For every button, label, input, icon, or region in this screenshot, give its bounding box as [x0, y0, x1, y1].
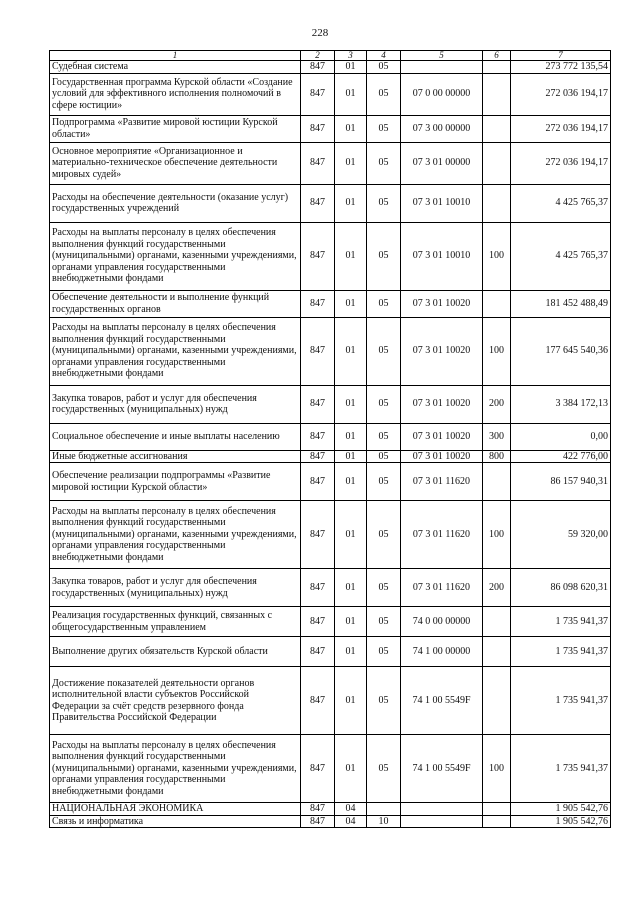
column-header: 1	[50, 51, 301, 61]
cell-section: 01	[335, 317, 367, 385]
cell-section: 01	[335, 184, 367, 222]
cell-code: 847	[301, 115, 335, 142]
cell-section: 01	[335, 385, 367, 423]
cell-amount: 1 905 542,76	[511, 803, 611, 816]
cell-code: 847	[301, 222, 335, 290]
cell-expense-type	[483, 815, 511, 828]
cell-subsection: 05	[367, 142, 401, 184]
cell-subsection: 05	[367, 423, 401, 450]
cell-amount: 1 735 941,37	[511, 637, 611, 667]
table-row	[50, 423, 611, 450]
table-row	[50, 501, 611, 569]
cell-expense-type	[483, 463, 511, 501]
cell-target	[401, 61, 483, 74]
cell-code: 847	[301, 61, 335, 74]
cell-expense-type	[483, 184, 511, 222]
cell-expense-type	[483, 61, 511, 74]
row-name: Выполнение других обязательств Курской области	[50, 637, 301, 667]
column-header: 2	[301, 51, 335, 61]
cell-expense-type	[483, 142, 511, 184]
table-row	[50, 73, 611, 115]
row-name: Закупка товаров, работ и услуг для обеспечения государственных (муниципальных) нужд	[50, 569, 301, 607]
column-header: 5	[401, 51, 483, 61]
cell-amount: 272 036 194,17	[511, 73, 611, 115]
table-row	[50, 317, 611, 385]
table-row	[50, 61, 611, 74]
cell-expense-type: 100	[483, 317, 511, 385]
cell-amount: 86 157 940,31	[511, 463, 611, 501]
cell-subsection: 05	[367, 73, 401, 115]
cell-target: 07 3 01 10010	[401, 184, 483, 222]
cell-subsection: 05	[367, 667, 401, 735]
cell-expense-type: 800	[483, 450, 511, 463]
cell-amount: 3 384 172,13	[511, 385, 611, 423]
row-name: Связь и информатика	[50, 815, 301, 828]
cell-code: 847	[301, 637, 335, 667]
cell-code: 847	[301, 815, 335, 828]
cell-amount: 272 036 194,17	[511, 142, 611, 184]
row-name: Социальное обеспечение и иные выплаты населению	[50, 423, 301, 450]
row-name: Расходы на выплаты персоналу в целях обеспечения выполнения функций государственными (муниципальными) органами, казенными учреждениями, органами управления государственными внебюджетными фондами	[50, 735, 301, 803]
row-name: Достижение показателей деятельности органов исполнительной власти субъектов Российской Федерации за счёт средств резервного фонда Правительства Российской Федерации	[50, 667, 301, 735]
cell-code: 847	[301, 142, 335, 184]
cell-amount: 4 425 765,37	[511, 222, 611, 290]
cell-code: 847	[301, 803, 335, 816]
table-row	[50, 735, 611, 803]
cell-section: 01	[335, 115, 367, 142]
cell-target: 07 0 00 00000	[401, 73, 483, 115]
row-name: Подпрограмма «Развитие мировой юстиции Курской области»	[50, 115, 301, 142]
cell-section: 01	[335, 463, 367, 501]
cell-subsection: 05	[367, 317, 401, 385]
cell-expense-type	[483, 607, 511, 637]
cell-section: 01	[335, 423, 367, 450]
cell-code: 847	[301, 569, 335, 607]
cell-expense-type: 100	[483, 501, 511, 569]
budget-table	[49, 50, 611, 828]
cell-subsection: 05	[367, 61, 401, 74]
row-name: Государственная программа Курской области «Создание условий для эффективного исполнения полномочий в сфере юстиции»	[50, 73, 301, 115]
cell-target	[401, 803, 483, 816]
cell-expense-type	[483, 637, 511, 667]
cell-subsection: 05	[367, 637, 401, 667]
cell-target: 74 1 00 5549F	[401, 667, 483, 735]
cell-amount: 181 452 488,49	[511, 290, 611, 317]
cell-subsection: 05	[367, 735, 401, 803]
row-name: Реализация государственных функций, связанных с общегосударственным управлением	[50, 607, 301, 637]
column-header: 7	[511, 51, 611, 61]
column-header: 4	[367, 51, 401, 61]
table-row	[50, 222, 611, 290]
cell-amount: 4 425 765,37	[511, 184, 611, 222]
cell-amount: 86 098 620,31	[511, 569, 611, 607]
cell-target	[401, 815, 483, 828]
table-row	[50, 637, 611, 667]
cell-expense-type	[483, 290, 511, 317]
cell-section: 01	[335, 222, 367, 290]
cell-amount: 422 776,00	[511, 450, 611, 463]
cell-target: 74 0 00 00000	[401, 607, 483, 637]
cell-amount: 1 735 941,37	[511, 667, 611, 735]
cell-amount: 1 905 542,76	[511, 815, 611, 828]
table-row	[50, 815, 611, 828]
cell-code: 847	[301, 463, 335, 501]
cell-code: 847	[301, 423, 335, 450]
cell-amount: 273 772 135,54	[511, 61, 611, 74]
cell-code: 847	[301, 667, 335, 735]
cell-section: 01	[335, 501, 367, 569]
table-row	[50, 142, 611, 184]
cell-target: 07 3 01 10020	[401, 450, 483, 463]
cell-target: 07 3 01 11620	[401, 569, 483, 607]
cell-section: 04	[335, 815, 367, 828]
cell-subsection: 05	[367, 501, 401, 569]
row-name: Основное мероприятие «Организационное и материально-техническое обеспечение деятельности мировых судей»	[50, 142, 301, 184]
cell-target: 07 3 01 10020	[401, 385, 483, 423]
row-name: Обеспечение деятельности и выполнение функций государственных органов	[50, 290, 301, 317]
cell-expense-type	[483, 115, 511, 142]
table-row	[50, 385, 611, 423]
table-row	[50, 450, 611, 463]
table-row	[50, 667, 611, 735]
cell-subsection: 05	[367, 222, 401, 290]
cell-code: 847	[301, 290, 335, 317]
cell-expense-type: 100	[483, 222, 511, 290]
cell-amount: 1 735 941,37	[511, 735, 611, 803]
cell-section: 01	[335, 637, 367, 667]
cell-section: 01	[335, 61, 367, 74]
cell-subsection: 05	[367, 290, 401, 317]
cell-expense-type	[483, 803, 511, 816]
row-name: НАЦИОНАЛЬНАЯ ЭКОНОМИКА	[50, 803, 301, 816]
cell-expense-type	[483, 73, 511, 115]
cell-amount: 272 036 194,17	[511, 115, 611, 142]
cell-target: 07 3 01 10020	[401, 423, 483, 450]
cell-code: 847	[301, 184, 335, 222]
table-row	[50, 463, 611, 501]
cell-target: 07 3 00 00000	[401, 115, 483, 142]
row-name: Обеспечение реализации подпрограммы «Развитие мировой юстиции Курской области»	[50, 463, 301, 501]
cell-amount: 0,00	[511, 423, 611, 450]
cell-code: 847	[301, 735, 335, 803]
cell-code: 847	[301, 73, 335, 115]
cell-subsection: 05	[367, 569, 401, 607]
cell-section: 01	[335, 290, 367, 317]
table-row	[50, 607, 611, 637]
row-name: Расходы на выплаты персоналу в целях обеспечения выполнения функций государственными (муниципальными) органами, казенными учреждениями, органами управления государственными внебюджетными фондами	[50, 317, 301, 385]
cell-subsection: 05	[367, 450, 401, 463]
cell-section: 01	[335, 73, 367, 115]
table-row	[50, 569, 611, 607]
cell-target: 07 3 01 10020	[401, 290, 483, 317]
cell-target: 74 1 00 5549F	[401, 735, 483, 803]
cell-subsection: 10	[367, 815, 401, 828]
column-header: 6	[483, 51, 511, 61]
cell-target: 07 3 01 00000	[401, 142, 483, 184]
cell-code: 847	[301, 450, 335, 463]
row-name: Иные бюджетные ассигнования	[50, 450, 301, 463]
cell-subsection: 05	[367, 607, 401, 637]
table-row	[50, 184, 611, 222]
cell-section: 01	[335, 142, 367, 184]
cell-expense-type	[483, 667, 511, 735]
cell-expense-type: 300	[483, 423, 511, 450]
cell-code: 847	[301, 607, 335, 637]
cell-amount: 1 735 941,37	[511, 607, 611, 637]
row-name: Судебная система	[50, 61, 301, 74]
page-number: 228	[311, 27, 329, 39]
cell-subsection: 05	[367, 115, 401, 142]
table-row	[50, 290, 611, 317]
cell-amount: 59 320,00	[511, 501, 611, 569]
row-name: Расходы на обеспечение деятельности (оказание услуг) государственных учреждений	[50, 184, 301, 222]
cell-target: 07 3 01 10020	[401, 317, 483, 385]
cell-section: 01	[335, 607, 367, 637]
row-name: Расходы на выплаты персоналу в целях обеспечения выполнения функций государственными (муниципальными) органами, казенными учреждениями, органами управления государственными внебюджетными фондами	[50, 222, 301, 290]
cell-section: 01	[335, 735, 367, 803]
cell-section: 04	[335, 803, 367, 816]
cell-target: 74 1 00 00000	[401, 637, 483, 667]
cell-code: 847	[301, 385, 335, 423]
table-row	[50, 803, 611, 816]
cell-target: 07 3 01 11620	[401, 501, 483, 569]
table-row	[50, 115, 611, 142]
row-name: Закупка товаров, работ и услуг для обеспечения государственных (муниципальных) нужд	[50, 385, 301, 423]
column-number-row	[50, 51, 611, 61]
cell-section: 01	[335, 450, 367, 463]
cell-target: 07 3 01 10010	[401, 222, 483, 290]
cell-target: 07 3 01 11620	[401, 463, 483, 501]
cell-section: 01	[335, 667, 367, 735]
cell-expense-type: 200	[483, 569, 511, 607]
cell-expense-type: 100	[483, 735, 511, 803]
cell-code: 847	[301, 317, 335, 385]
cell-expense-type: 200	[483, 385, 511, 423]
cell-subsection: 05	[367, 463, 401, 501]
cell-code: 847	[301, 501, 335, 569]
row-name: Расходы на выплаты персоналу в целях обеспечения выполнения функций государственными (муниципальными) органами, казенными учреждениями, органами управления государственными внебюджетными фондами	[50, 501, 301, 569]
cell-subsection	[367, 803, 401, 816]
cell-section: 01	[335, 569, 367, 607]
cell-amount: 177 645 540,36	[511, 317, 611, 385]
cell-subsection: 05	[367, 385, 401, 423]
column-header: 3	[335, 51, 367, 61]
cell-subsection: 05	[367, 184, 401, 222]
